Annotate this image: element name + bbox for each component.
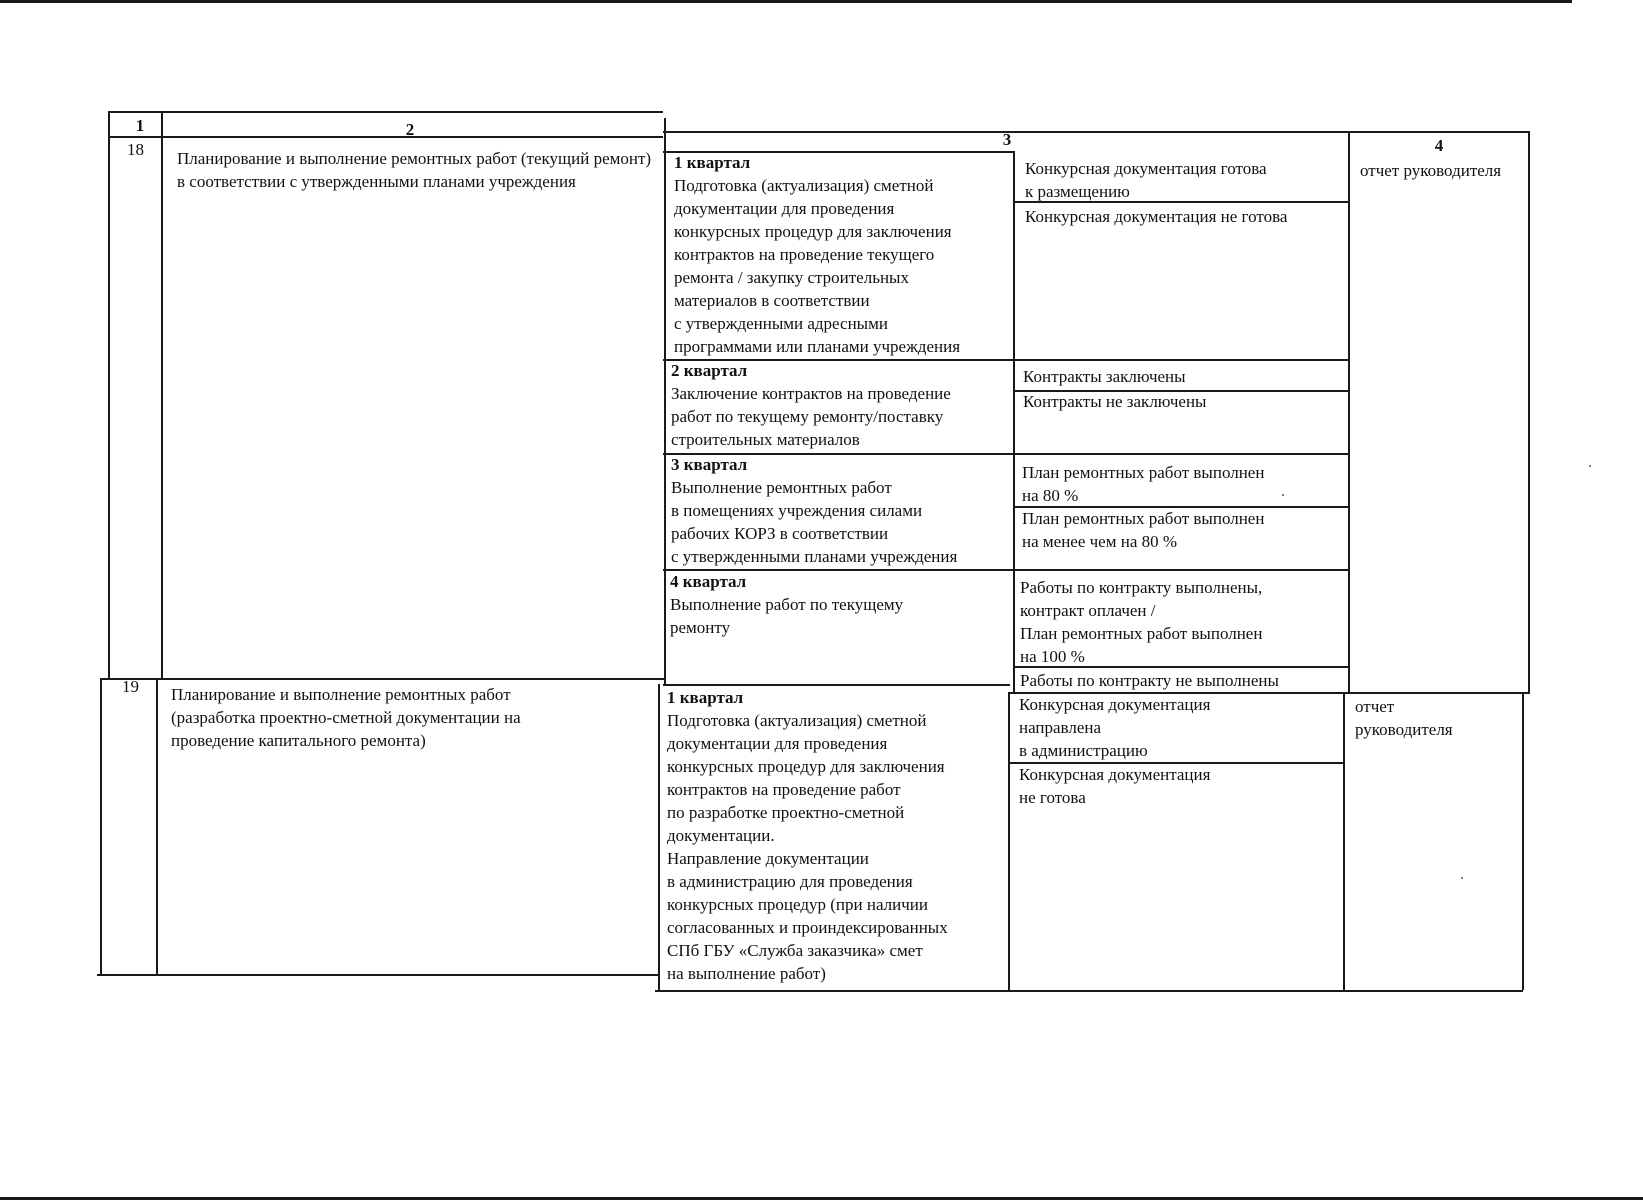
- table-rule-horizontal: [108, 136, 663, 138]
- row-19-q1-outcome-1: Конкурсная документация направлена в администрацию: [1019, 695, 1211, 760]
- table-rule-vertical: [664, 118, 666, 684]
- quarter-label: 1 квартал: [667, 688, 744, 707]
- column-header-3: 3: [1002, 130, 1012, 149]
- column-header-1: 1: [135, 116, 145, 135]
- row-19-q1: [667, 686, 1005, 985]
- row-18-q4: [670, 570, 1008, 639]
- table-rule-vertical: [161, 111, 163, 679]
- row-18-q3-outcome-2: План ремонтных работ выполнен на менее чем на 80 %: [1022, 509, 1265, 551]
- row-19-description: Планирование и выполнение ремонтных работ (разработка проектно-сметной документации на проведение капитального ремонта): [171, 685, 521, 750]
- table-rule-vertical: [658, 684, 660, 990]
- quarter-task: Выполнение ремонтных работ в помещениях учреждения силами рабочих КОРЗ в соответствии с утвержденными планами учреждения: [671, 478, 958, 566]
- row-18-number: 18: [127, 140, 144, 159]
- quarter-label: 1 квартал: [674, 153, 751, 172]
- scan-speck: [1282, 494, 1284, 496]
- table-rule-vertical: [108, 111, 110, 679]
- row-18-q2-outcome-2: Контракты не заключены: [1023, 392, 1207, 411]
- table-rule-vertical: [1008, 692, 1010, 990]
- quarter-task: Выполнение работ по текущему ремонту: [670, 595, 904, 637]
- row-19-number: 19: [122, 677, 139, 696]
- row-19-report: отчет руководителя: [1355, 697, 1453, 739]
- scan-speck: [1589, 465, 1591, 467]
- table-rule-horizontal: [108, 111, 663, 113]
- row-18-q4-outcome-1: Работы по контракту выполнены, контракт оплачен / План ремонтных работ выполнен на 100 %: [1020, 578, 1263, 666]
- row-18-q1-outcome-2: Конкурсная документация не готова: [1025, 207, 1288, 226]
- row-18-q2: [671, 359, 1009, 451]
- quarter-label: 2 квартал: [671, 361, 748, 380]
- row-19-q1-outcome-2: Конкурсная документация не готова: [1019, 765, 1211, 807]
- table-rule-vertical: [156, 678, 158, 974]
- table-rule-vertical: [1348, 131, 1350, 692]
- column-header-4: 4: [1434, 136, 1444, 155]
- table-rule-vertical: [100, 678, 102, 974]
- quarter-task: Заключение контрактов на проведение работ по текущему ремонту/поставку строительных материалов: [671, 384, 951, 449]
- row-18-q3-outcome-1: План ремонтных работ выполнен на 80 %: [1022, 463, 1265, 505]
- table-rule-vertical: [1522, 692, 1524, 990]
- quarter-label: 4 квартал: [670, 572, 747, 591]
- table-rule-vertical: [1343, 692, 1345, 990]
- row-18-report: отчет руководителя: [1360, 161, 1502, 180]
- table-rule-horizontal: [663, 131, 1528, 133]
- table-rule-horizontal: [100, 678, 665, 680]
- row-18-q1: [674, 151, 1009, 358]
- table-rule-horizontal: [97, 974, 659, 976]
- table-rule-vertical: [1013, 151, 1015, 692]
- scan-edge-top: [0, 0, 1572, 3]
- scan-speck: [1461, 877, 1463, 879]
- quarter-task: Подготовка (актуализация) сметной документации для проведения конкурсных процедур для заключения контрактов на проведение работ по разработке проектно-сметной документации. Направление документации в администрацию для проведения конкурсных процедур (при наличии согласованных и проиндексированных СПб ГБУ «Служба заказчика» смет на выполнение работ): [667, 711, 948, 983]
- table-rule-vertical: [1528, 131, 1530, 693]
- row-18-q1-outcome-1: Конкурсная документация готова к размещению: [1025, 159, 1267, 201]
- row-18-q2-outcome-1: Контракты заключены: [1023, 367, 1186, 386]
- row-18-description: Планирование и выполнение ремонтных работ (текущий ремонт) в соответствии с утвержденными планами учреждения: [177, 149, 652, 191]
- table-rule-horizontal: [655, 990, 1523, 992]
- quarter-task: Подготовка (актуализация) сметной документации для проведения конкурсных процедур для заключения контрактов на проведение текущего ремонта / закупку строительных материалов в соответствии с утвержденными адресными программами или планами учреждения: [674, 176, 961, 356]
- quarter-label: 3 квартал: [671, 455, 748, 474]
- row-18-q4-outcome-2: Работы по контракту не выполнены: [1020, 671, 1279, 690]
- column-header-2: 2: [405, 120, 415, 139]
- row-18-q3: [671, 453, 1009, 568]
